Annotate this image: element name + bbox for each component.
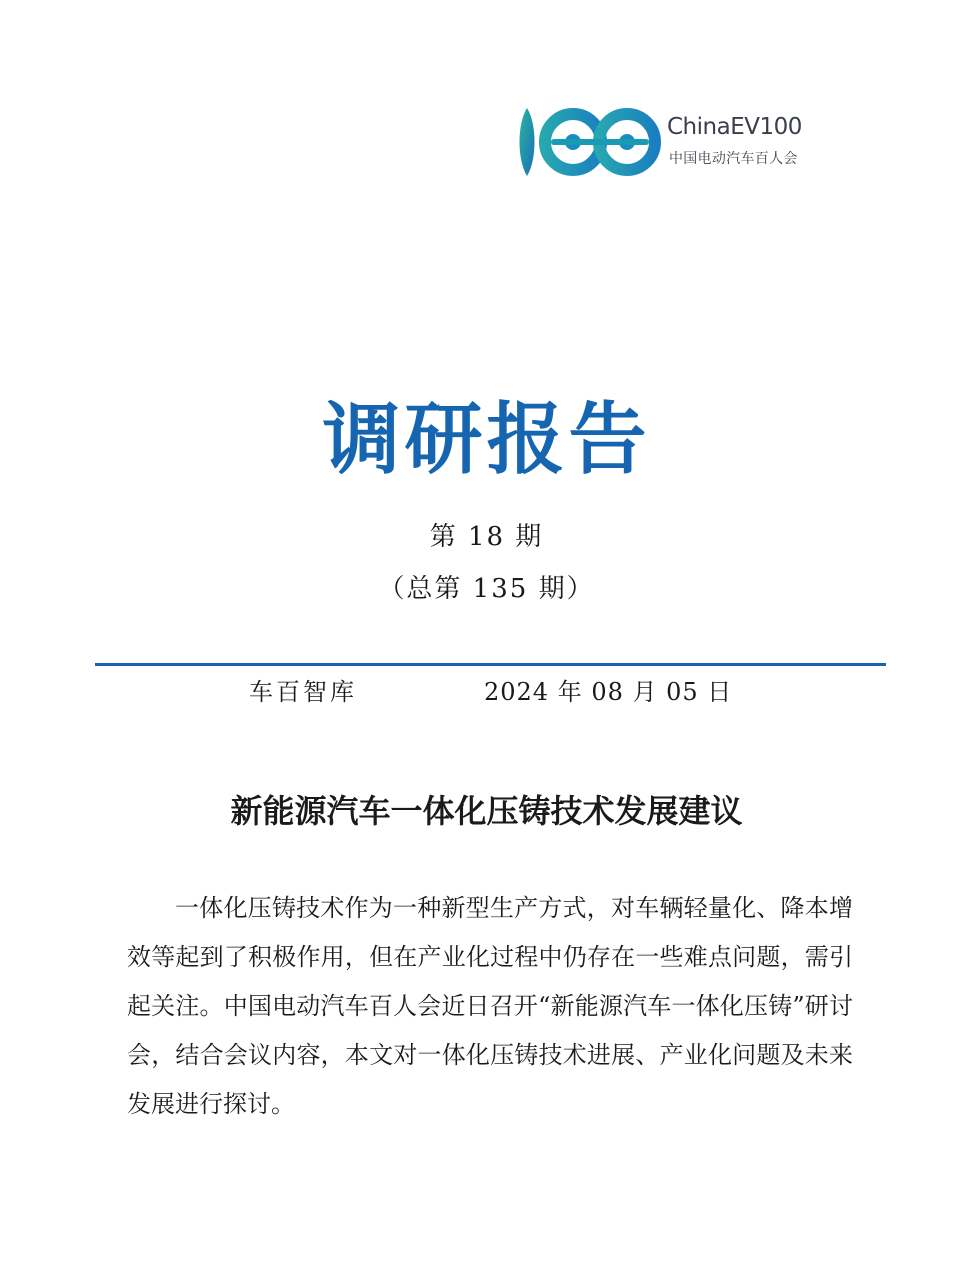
total-issue-number: （总第 135 期） xyxy=(378,574,595,604)
report-title: 调研报告 xyxy=(322,395,651,485)
publish-date: 2024 年 08 月 05 日 xyxy=(484,678,733,706)
chinaev100-logo xyxy=(515,104,825,180)
header-divider xyxy=(95,663,886,666)
logo-english-name: ChinaEV100 xyxy=(667,114,802,140)
logo-100-icon xyxy=(515,104,665,180)
publisher-name: 车百智库 xyxy=(249,678,357,706)
issue-number: 第 18 期 xyxy=(429,522,544,552)
article-title: 新能源汽车一体化压铸技术发展建议 xyxy=(230,792,743,830)
logo-chinese-name: 中国电动汽车百人会 xyxy=(669,151,798,167)
article-body: 一体化压铸技术作为一种新型生产方式，对车辆轻量化、降本增效等起到了积极作用，但在产业化过程中仍存在一些难点问题，需引起关注。中国电动汽车百人会近日召开“新能源汽车一体化压铸”研讨会，结合会议内容，本文对一体化压铸技术进展、产业化问题及未来发展进行探讨。 xyxy=(127,894,853,1118)
